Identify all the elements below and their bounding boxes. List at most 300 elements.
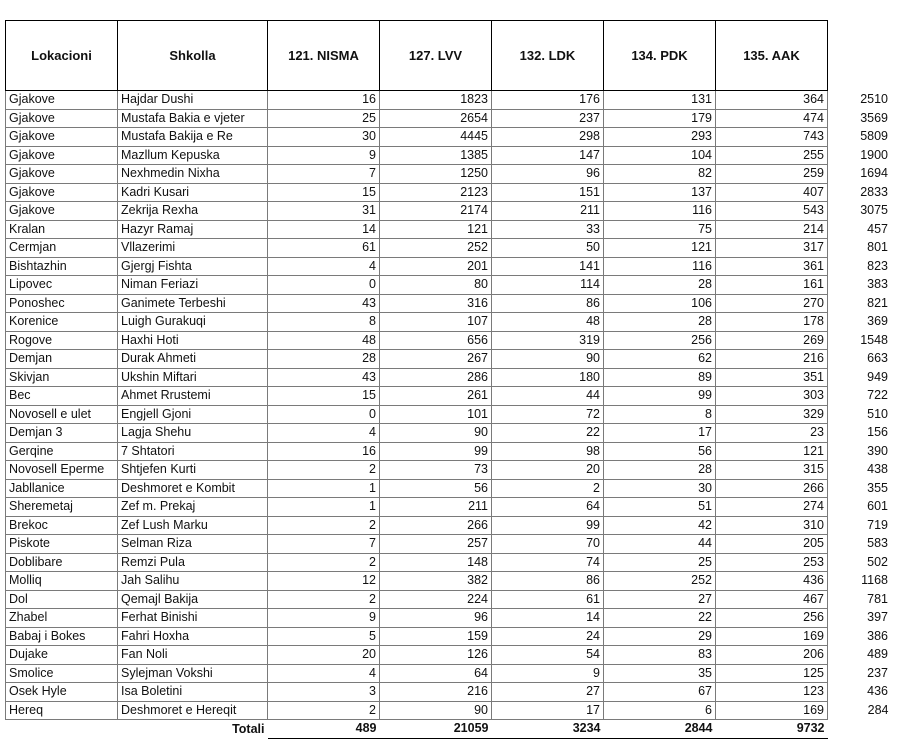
cell-row-sum[interactable]: 390 <box>867 443 888 458</box>
cell-ldk[interactable]: 237 <box>492 109 604 128</box>
cell-aak[interactable]: 474 <box>716 109 828 128</box>
total-pdk[interactable]: 2844 <box>604 720 716 739</box>
header-lvv[interactable]: 127. LVV <box>380 21 492 91</box>
cell-ldk[interactable]: 72 <box>492 405 604 424</box>
cell-aak[interactable]: 169 <box>716 701 828 720</box>
cell-aak[interactable]: 274 <box>716 498 828 517</box>
cell-ldk[interactable]: 141 <box>492 257 604 276</box>
cell-lvv[interactable]: 257 <box>380 535 492 554</box>
cell-lvv[interactable]: 267 <box>380 350 492 369</box>
cell-ldk[interactable]: 61 <box>492 590 604 609</box>
cell-nisma[interactable]: 30 <box>268 128 380 147</box>
cell-aak[interactable]: 169 <box>716 627 828 646</box>
cell-pdk[interactable]: 293 <box>604 128 716 147</box>
cell-ldk[interactable]: 298 <box>492 128 604 147</box>
cell-row-sum[interactable]: 601 <box>867 499 888 514</box>
cell-lokacioni[interactable]: Gjakove <box>6 202 118 221</box>
table-row <box>6 146 891 165</box>
table-row <box>6 627 891 646</box>
cell-shkolla[interactable]: Vllazerimi <box>118 239 268 258</box>
cell-row-sum[interactable]: 1900 <box>860 147 888 162</box>
cell-shkolla[interactable]: Haxhi Hoti <box>118 331 268 350</box>
cell-aak[interactable]: 436 <box>716 572 828 591</box>
cell-lokacioni[interactable]: Gjakove <box>6 165 118 184</box>
cell-aak[interactable]: 317 <box>716 239 828 258</box>
cell-shkolla[interactable]: Hazyr Ramaj <box>118 220 268 239</box>
header-ldk[interactable]: 132. LDK <box>492 21 604 91</box>
cell-shkolla[interactable]: Nexhmedin Nixha <box>118 165 268 184</box>
cell-ldk[interactable]: 176 <box>492 91 604 110</box>
header-aak[interactable]: 135. AAK <box>716 21 828 91</box>
cell-nisma[interactable]: 2 <box>268 701 380 720</box>
cell-lokacioni[interactable]: Brekoc <box>6 516 118 535</box>
cell-nisma[interactable]: 5 <box>268 627 380 646</box>
cell-lokacioni[interactable]: Gjakove <box>6 91 118 110</box>
cell-lvv[interactable]: 2174 <box>380 202 492 221</box>
cell-ldk[interactable]: 99 <box>492 516 604 535</box>
cell-nisma[interactable]: 2 <box>268 461 380 480</box>
cell-lvv[interactable]: 4445 <box>380 128 492 147</box>
cell-lokacioni[interactable]: Zhabel <box>6 609 118 628</box>
cell-row-sum[interactable]: 3075 <box>860 203 888 218</box>
cell-row-sum[interactable]: 719 <box>867 517 888 532</box>
cell-ldk[interactable]: 50 <box>492 239 604 258</box>
cell-nisma[interactable]: 8 <box>268 313 380 332</box>
cell-lokacioni[interactable]: Novosell Eperme <box>6 461 118 480</box>
total-nisma[interactable]: 489 <box>268 720 380 739</box>
table-row <box>6 331 891 350</box>
cell-lokacioni[interactable]: Osek Hyle <box>6 683 118 702</box>
table-row <box>6 220 891 239</box>
cell-lvv[interactable]: 1250 <box>380 165 492 184</box>
cell-row-sum[interactable]: 284 <box>867 702 889 717</box>
cell-shkolla[interactable]: Zekrija Rexha <box>118 202 268 221</box>
cell-nisma[interactable]: 25 <box>268 109 380 128</box>
cell-shkolla[interactable]: Hajdar Dushi <box>118 91 268 110</box>
cell-row-sum[interactable]: 355 <box>867 480 888 495</box>
table-row <box>6 609 891 628</box>
cell-ldk[interactable]: 14 <box>492 609 604 628</box>
cell-nisma[interactable]: 4 <box>268 664 380 683</box>
totals-spacer <box>6 720 118 739</box>
cell-row-sum[interactable]: 436 <box>867 684 888 699</box>
cell-lvv[interactable]: 656 <box>380 331 492 350</box>
cell-pdk[interactable]: 30 <box>604 479 716 498</box>
cell-shkolla[interactable]: Jah Salihu <box>118 572 268 591</box>
totals-blank <box>828 720 891 739</box>
cell-lokacioni[interactable]: Bishtazhin <box>6 257 118 276</box>
cell-nisma[interactable]: 2 <box>268 553 380 572</box>
cell-lvv[interactable]: 2123 <box>380 183 492 202</box>
cell-row-sum[interactable]: 722 <box>867 388 888 403</box>
cell-shkolla[interactable]: Mustafa Bakija e Re <box>118 128 268 147</box>
table-row <box>6 442 891 461</box>
cell-row-sum[interactable]: 457 <box>867 221 888 236</box>
cell-lvv[interactable]: 261 <box>380 387 492 406</box>
cell-pdk[interactable]: 256 <box>604 331 716 350</box>
cell-row-sum[interactable]: 823 <box>867 258 888 273</box>
cell-lvv[interactable]: 211 <box>380 498 492 517</box>
table-row <box>6 553 891 572</box>
cell-row-sum[interactable]: 237 <box>867 665 888 680</box>
cell-shkolla[interactable]: Niman Feriazi <box>118 276 268 295</box>
cell-lvv[interactable]: 99 <box>380 442 492 461</box>
cell-aak[interactable]: 310 <box>716 516 828 535</box>
cell-aak[interactable]: 407 <box>716 183 828 202</box>
cell-aak[interactable]: 123 <box>716 683 828 702</box>
cell-aak[interactable]: 23 <box>716 424 828 443</box>
cell-lokacioni[interactable]: Piskote <box>6 535 118 554</box>
cell-ldk[interactable]: 27 <box>492 683 604 702</box>
header-lokacioni[interactable]: Lokacioni <box>6 21 118 91</box>
cell-row-sum[interactable]: 397 <box>867 610 888 625</box>
total-lvv[interactable]: 21059 <box>380 720 492 739</box>
cell-ldk[interactable]: 48 <box>492 313 604 332</box>
cell-nisma[interactable]: 2 <box>268 590 380 609</box>
cell-row-sum[interactable]: 583 <box>867 536 888 551</box>
cell-nisma[interactable]: 20 <box>268 646 380 665</box>
cell-aak[interactable]: 361 <box>716 257 828 276</box>
cell-lokacioni[interactable]: Ponoshec <box>6 294 118 313</box>
cell-ldk[interactable]: 64 <box>492 498 604 517</box>
cell-row-sum[interactable]: 663 <box>867 351 888 366</box>
cell-lvv[interactable]: 201 <box>380 257 492 276</box>
cell-lvv[interactable]: 224 <box>380 590 492 609</box>
cell-shkolla[interactable]: Mustafa Bakia e vjeter <box>118 109 268 128</box>
cell-pdk[interactable]: 89 <box>604 368 716 387</box>
cell-shkolla[interactable]: Gjergj Fishta <box>118 257 268 276</box>
cell-lokacioni[interactable]: Gjakove <box>6 183 118 202</box>
cell-shkolla[interactable]: Durak Ahmeti <box>118 350 268 369</box>
cell-lvv[interactable]: 216 <box>380 683 492 702</box>
header-blank <box>828 21 891 91</box>
cell-row-sum[interactable]: 383 <box>867 277 888 292</box>
cell-lokacioni[interactable]: Sheremetaj <box>6 498 118 517</box>
cell-shkolla[interactable]: Ahmet Rrustemi <box>118 387 268 406</box>
header-nisma[interactable]: 121. NISMA <box>268 21 380 91</box>
cell-shkolla[interactable]: Deshmoret e Kombit <box>118 479 268 498</box>
cell-lokacioni[interactable]: Smolice <box>6 664 118 683</box>
cell-ldk[interactable]: 44 <box>492 387 604 406</box>
cell-nisma[interactable]: 9 <box>268 146 380 165</box>
cell-lvv[interactable]: 252 <box>380 239 492 258</box>
cell-pdk[interactable]: 137 <box>604 183 716 202</box>
cell-lokacioni[interactable]: Dujake <box>6 646 118 665</box>
cell-ldk[interactable]: 86 <box>492 294 604 313</box>
cell-ldk[interactable]: 180 <box>492 368 604 387</box>
cell-pdk[interactable]: 8 <box>604 405 716 424</box>
cell-row-sum[interactable]: 3569 <box>860 110 888 125</box>
cell-shkolla[interactable]: Isa Boletini <box>118 683 268 702</box>
cell-lokacioni[interactable]: Bec <box>6 387 118 406</box>
cell-lvv[interactable]: 90 <box>380 701 492 720</box>
cell-nisma[interactable]: 16 <box>268 442 380 461</box>
cell-lokacioni[interactable]: Gjakove <box>6 128 118 147</box>
cell-lvv[interactable]: 1385 <box>380 146 492 165</box>
cell-shkolla[interactable]: Ferhat Binishi <box>118 609 268 628</box>
cell-shkolla[interactable]: Selman Riza <box>118 535 268 554</box>
cell-lokacioni[interactable]: Gerqine <box>6 442 118 461</box>
cell-nisma[interactable]: 7 <box>268 165 380 184</box>
cell-lvv[interactable]: 2654 <box>380 109 492 128</box>
cell-pdk[interactable]: 116 <box>604 202 716 221</box>
cell-nisma[interactable]: 15 <box>268 183 380 202</box>
cell-ldk[interactable]: 98 <box>492 442 604 461</box>
cell-nisma[interactable]: 0 <box>268 405 380 424</box>
cell-lvv[interactable]: 286 <box>380 368 492 387</box>
cell-ldk[interactable]: 319 <box>492 331 604 350</box>
cell-ldk[interactable]: 147 <box>492 146 604 165</box>
cell-row-sum[interactable]: 502 <box>867 554 888 569</box>
header-pdk[interactable]: 134. PDK <box>604 21 716 91</box>
cell-aak[interactable]: 178 <box>716 313 828 332</box>
cell-nisma[interactable]: 43 <box>268 368 380 387</box>
cell-pdk[interactable]: 252 <box>604 572 716 591</box>
cell-row-sum[interactable]: 1168 <box>861 573 888 588</box>
cell-lokacioni[interactable]: Rogove <box>6 331 118 350</box>
cell-lokacioni[interactable]: Demjan 3 <box>6 424 118 443</box>
total-aak[interactable]: 9732 <box>716 720 828 739</box>
cell-aak[interactable]: 125 <box>716 664 828 683</box>
cell-shkolla[interactable]: Shtjefen Kurti <box>118 461 268 480</box>
cell-shkolla[interactable]: Zef m. Prekaj <box>118 498 268 517</box>
cell-ldk[interactable]: 17 <box>492 701 604 720</box>
cell-lokacioni[interactable]: Babaj i Bokes <box>6 627 118 646</box>
header-shkolla[interactable]: Shkolla <box>118 21 268 91</box>
cell-nisma[interactable]: 12 <box>268 572 380 591</box>
cell-shkolla[interactable]: Kadri Kusari <box>118 183 268 202</box>
table-row <box>6 368 891 387</box>
cell-nisma[interactable]: 16 <box>268 91 380 110</box>
cell-nisma[interactable]: 48 <box>268 331 380 350</box>
header-row <box>6 21 891 91</box>
cell-lokacioni[interactable]: Novosell e ulet <box>6 405 118 424</box>
cell-lokacioni[interactable]: Cermjan <box>6 239 118 258</box>
cell-aak[interactable]: 315 <box>716 461 828 480</box>
cell-pdk[interactable]: 28 <box>604 461 716 480</box>
cell-aak[interactable]: 329 <box>716 405 828 424</box>
cell-aak[interactable]: 364 <box>716 91 828 110</box>
cell-aak[interactable]: 351 <box>716 368 828 387</box>
cell-lokacioni[interactable]: Kralan <box>6 220 118 239</box>
cell-ldk[interactable]: 151 <box>492 183 604 202</box>
cell-nisma[interactable]: 0 <box>268 276 380 295</box>
cell-nisma[interactable]: 28 <box>268 350 380 369</box>
cell-nisma[interactable]: 15 <box>268 387 380 406</box>
cell-aak[interactable]: 214 <box>716 220 828 239</box>
cell-nisma[interactable]: 1 <box>268 498 380 517</box>
cell-ldk[interactable]: 9 <box>492 664 604 683</box>
cell-lokacioni[interactable]: Jabllanice <box>6 479 118 498</box>
cell-lvv[interactable]: 64 <box>380 664 492 683</box>
cell-pdk[interactable]: 22 <box>604 609 716 628</box>
cell-nisma[interactable]: 4 <box>268 257 380 276</box>
table-row <box>6 109 891 128</box>
cell-nisma[interactable]: 2 <box>268 516 380 535</box>
cell-aak[interactable]: 206 <box>716 646 828 665</box>
cell-row-sum[interactable]: 1548 <box>860 332 888 347</box>
cell-row-sum[interactable]: 781 <box>867 591 888 606</box>
cell-pdk[interactable]: 56 <box>604 442 716 461</box>
cell-aak[interactable]: 259 <box>716 165 828 184</box>
cell-pdk[interactable]: 67 <box>604 683 716 702</box>
cell-pdk[interactable]: 28 <box>604 276 716 295</box>
cell-pdk[interactable]: 99 <box>604 387 716 406</box>
cell-nisma[interactable]: 14 <box>268 220 380 239</box>
cell-row-sum[interactable]: 5809 <box>860 129 888 144</box>
cell-ldk[interactable]: 86 <box>492 572 604 591</box>
cell-shkolla[interactable]: 7 Shtatori <box>118 442 268 461</box>
cell-row-sum[interactable]: 386 <box>867 628 888 643</box>
cell-lvv[interactable]: 56 <box>380 479 492 498</box>
cell-ldk[interactable]: 90 <box>492 350 604 369</box>
cell-aak[interactable]: 266 <box>716 479 828 498</box>
cell-pdk[interactable]: 29 <box>604 627 716 646</box>
cell-ldk[interactable]: 211 <box>492 202 604 221</box>
cell-pdk[interactable]: 35 <box>604 664 716 683</box>
cell-pdk[interactable]: 75 <box>604 220 716 239</box>
cell-pdk[interactable]: 82 <box>604 165 716 184</box>
cell-lvv[interactable]: 80 <box>380 276 492 295</box>
cell-shkolla[interactable]: Fan Noli <box>118 646 268 665</box>
cell-nisma[interactable]: 1 <box>268 479 380 498</box>
cell-aak[interactable]: 216 <box>716 350 828 369</box>
cell-lvv[interactable]: 96 <box>380 609 492 628</box>
cell-nisma[interactable]: 9 <box>268 609 380 628</box>
cell-ldk[interactable]: 114 <box>492 276 604 295</box>
cell-ldk[interactable]: 96 <box>492 165 604 184</box>
cell-pdk[interactable]: 44 <box>604 535 716 554</box>
cell-shkolla[interactable]: Sylejman Vokshi <box>118 664 268 683</box>
cell-lvv[interactable]: 126 <box>380 646 492 665</box>
cell-row-sum[interactable]: 369 <box>867 314 888 329</box>
cell-row-sum[interactable]: 489 <box>867 647 888 662</box>
cell-lvv[interactable]: 159 <box>380 627 492 646</box>
cell-ldk[interactable]: 70 <box>492 535 604 554</box>
cell-lokacioni[interactable]: Gjakove <box>6 146 118 165</box>
cell-ldk[interactable]: 54 <box>492 646 604 665</box>
cell-pdk[interactable]: 179 <box>604 109 716 128</box>
cell-lokacioni[interactable]: Gjakove <box>6 109 118 128</box>
cell-aak[interactable]: 161 <box>716 276 828 295</box>
cell-shkolla[interactable]: Deshmoret e Hereqit <box>118 701 268 720</box>
cell-aak[interactable]: 543 <box>716 202 828 221</box>
cell-aak[interactable]: 270 <box>716 294 828 313</box>
cell-pdk[interactable]: 116 <box>604 257 716 276</box>
cell-aak[interactable]: 467 <box>716 590 828 609</box>
cell-lokacioni[interactable]: Demjan <box>6 350 118 369</box>
cell-pdk[interactable]: 6 <box>604 701 716 720</box>
cell-shkolla[interactable]: Remzi Pula <box>118 553 268 572</box>
table-row <box>6 405 891 424</box>
cell-pdk[interactable]: 106 <box>604 294 716 313</box>
cell-pdk[interactable]: 121 <box>604 239 716 258</box>
cell-lvv[interactable]: 90 <box>380 424 492 443</box>
cell-lokacioni[interactable]: Doblibare <box>6 553 118 572</box>
table-row <box>6 516 891 535</box>
cell-nisma[interactable]: 61 <box>268 239 380 258</box>
cell-pdk[interactable]: 28 <box>604 313 716 332</box>
cell-aak[interactable]: 269 <box>716 331 828 350</box>
cell-row-sum[interactable]: 949 <box>867 369 888 384</box>
total-ldk[interactable]: 3234 <box>492 720 604 739</box>
cell-aak[interactable]: 255 <box>716 146 828 165</box>
cell-aak[interactable]: 256 <box>716 609 828 628</box>
cell-lvv[interactable]: 121 <box>380 220 492 239</box>
cell-shkolla[interactable]: Qemajl Bakija <box>118 590 268 609</box>
cell-shkolla[interactable]: Mazllum Kepuska <box>118 146 268 165</box>
cell-pdk[interactable]: 104 <box>604 146 716 165</box>
cell-lvv[interactable]: 266 <box>380 516 492 535</box>
cell-pdk[interactable]: 42 <box>604 516 716 535</box>
cell-nisma[interactable]: 7 <box>268 535 380 554</box>
cell-row-sum[interactable]: 2833 <box>860 184 888 199</box>
cell-nisma[interactable]: 43 <box>268 294 380 313</box>
cell-row-sum[interactable]: 510 <box>867 406 888 421</box>
cell-aak[interactable]: 253 <box>716 553 828 572</box>
cell-lokacioni[interactable]: Lipovec <box>6 276 118 295</box>
cell-row-sum[interactable]: 438 <box>867 462 888 477</box>
cell-lvv[interactable]: 107 <box>380 313 492 332</box>
cell-pdk[interactable]: 17 <box>604 424 716 443</box>
cell-shkolla[interactable]: Ganimete Terbeshi <box>118 294 268 313</box>
cell-aak[interactable]: 303 <box>716 387 828 406</box>
cell-row-sum[interactable]: 156 <box>867 425 888 440</box>
cell-lvv[interactable]: 148 <box>380 553 492 572</box>
cell-ldk[interactable]: 2 <box>492 479 604 498</box>
cell-aak[interactable]: 205 <box>716 535 828 554</box>
cell-shkolla[interactable]: Fahri Hoxha <box>118 627 268 646</box>
cell-pdk[interactable]: 62 <box>604 350 716 369</box>
table-row <box>6 479 891 498</box>
cell-shkolla[interactable]: Ukshin Miftari <box>118 368 268 387</box>
cell-lokacioni[interactable]: Hereq <box>6 701 118 720</box>
cell-nisma[interactable]: 31 <box>268 202 380 221</box>
cell-row-sum[interactable]: 2510 <box>860 92 888 107</box>
cell-ldk[interactable]: 24 <box>492 627 604 646</box>
cell-aak[interactable]: 121 <box>716 442 828 461</box>
cell-lvv[interactable]: 1823 <box>380 91 492 110</box>
cell-pdk[interactable]: 27 <box>604 590 716 609</box>
cell-lokacioni[interactable]: Molliq <box>6 572 118 591</box>
cell-ldk[interactable]: 22 <box>492 424 604 443</box>
cell-pdk[interactable]: 25 <box>604 553 716 572</box>
cell-ldk[interactable]: 74 <box>492 553 604 572</box>
cell-pdk[interactable]: 51 <box>604 498 716 517</box>
cell-ldk[interactable]: 20 <box>492 461 604 480</box>
cell-pdk[interactable]: 83 <box>604 646 716 665</box>
cell-ldk[interactable]: 33 <box>492 220 604 239</box>
cell-lvv[interactable]: 382 <box>380 572 492 591</box>
cell-lvv[interactable]: 101 <box>380 405 492 424</box>
cell-shkolla[interactable]: Lagja Shehu <box>118 424 268 443</box>
cell-pdk[interactable]: 131 <box>604 91 716 110</box>
cell-aak[interactable]: 743 <box>716 128 828 147</box>
cell-shkolla[interactable]: Engjell Gjoni <box>118 405 268 424</box>
cell-shkolla[interactable]: Zef Lush Marku <box>118 516 268 535</box>
cell-row-sum[interactable]: 801 <box>867 240 888 255</box>
cell-lvv[interactable]: 73 <box>380 461 492 480</box>
cell-nisma[interactable]: 4 <box>268 424 380 443</box>
cell-row-sum[interactable]: 821 <box>867 295 888 310</box>
cell-shkolla[interactable]: Luigh Gurakuqi <box>118 313 268 332</box>
cell-row-sum[interactable]: 1694 <box>860 166 888 181</box>
cell-lvv[interactable]: 316 <box>380 294 492 313</box>
cell-lokacioni[interactable]: Skivjan <box>6 368 118 387</box>
cell-nisma[interactable]: 3 <box>268 683 380 702</box>
cell-lokacioni[interactable]: Dol <box>6 590 118 609</box>
cell-lokacioni[interactable]: Korenice <box>6 313 118 332</box>
